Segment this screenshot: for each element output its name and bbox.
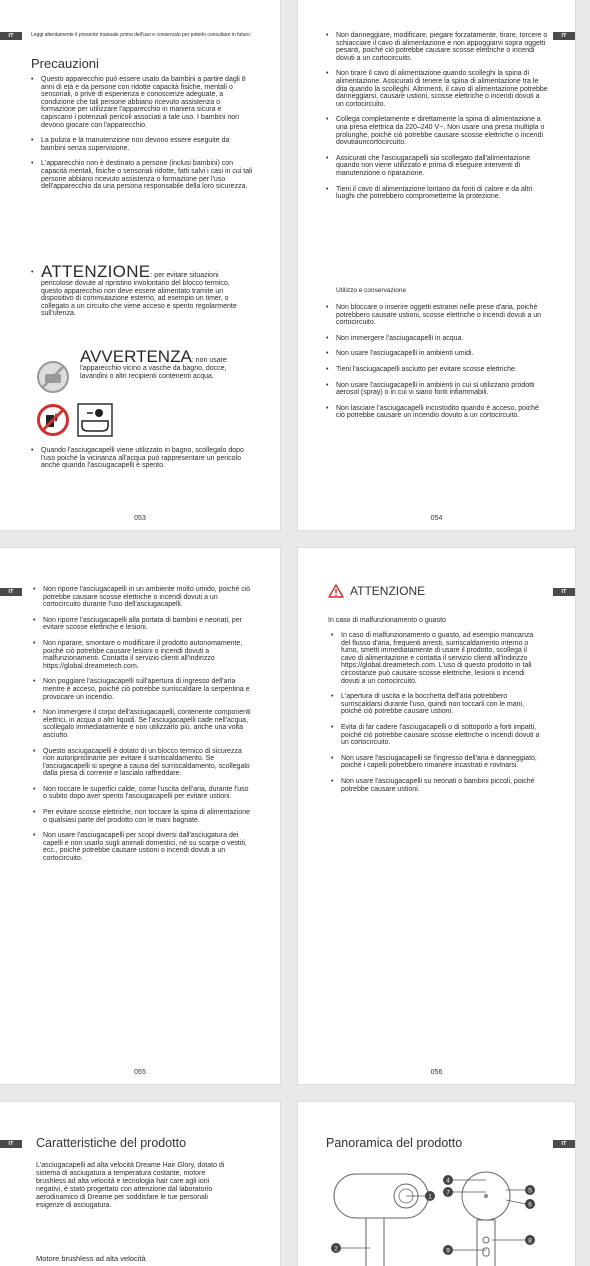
language-tag: IT — [553, 588, 575, 596]
list-item: • Non immergere l'asciugacapelli in acqua. — [326, 335, 548, 343]
subheading: In caso di malfunzionamento o guasto — [328, 617, 446, 624]
no-water-icon — [36, 403, 70, 437]
list-item: • Non usare l'asciugacapelli se l'ingresso dell'aria è danneggiato, poiché i capelli potrebbero rimanere incastrati e rovinarsi. — [331, 755, 541, 770]
list-item: • L'apertura di uscita e la bocchetta dell'aria potrebbero surriscaldarsi durante l'uso, quindi non toccarli con le mani, poiché ciò potrebbe causare ustioni. — [331, 693, 541, 716]
language-tag: IT — [553, 1140, 575, 1148]
manual-page-057 — [0, 1102, 280, 1266]
page-number: 056 — [430, 1069, 443, 1076]
list-item: • L'apparecchio non è destinato a persone (inclusi bambini) con capacità mentali, fisiche o sensoriali ridotte, fatti salvi i casi in cui tali persone abbiano ricevuto assistenza o formazione per l'uso dell'apparecchio da una persona responsabile della loro sicurezza. — [31, 160, 253, 190]
callout-number: 7 — [446, 1189, 450, 1197]
callout-marker — [525, 1199, 535, 1209]
list-item: • Non bloccare o inserire oggetti estranei nelle prese d'aria, poiché potrebbero causare ustioni, scosse elettriche o incendi dovuti a un cortocircuito. — [326, 304, 548, 327]
product-diagram — [326, 1164, 566, 1266]
usage-storage-list — [326, 304, 548, 428]
list-item: • Non danneggiare, modificare, piegare forzatamente, tirare, torcere o schiacciare il cavo di alimentazione e non appoggiarvi sopra oggetti pesanti, poiché ciò potrebbe causare scosse elettriche o incendi dovuti a un cortocircuito. — [326, 32, 548, 62]
list-item: • Non usare l'asciugacapelli in ambienti umidi. — [326, 350, 548, 358]
callout-marker — [425, 1191, 435, 1201]
section-title: Precauzioni — [31, 56, 99, 71]
list-item: • Non immergere il corpo dell'asciugacapelli, contenente componenti elettrici, in acqua o altri liquidi. Se l'asciugacapelli cade nell'acqua, scollegalo immediatamente e non utilizzarlo più, anche una volta asciutto. — [33, 709, 251, 739]
section-title: Caratteristiche del prodotto — [36, 1136, 187, 1150]
list-item: • Non toccare le superfici calde, come l'uscita dell'aria, durante l'uso o subito dopo aver spento l'asciugacapelli per evitare ustioni. — [33, 786, 251, 801]
callout-marker — [525, 1235, 535, 1245]
list-item: • La pulizia e la manutenzione non devono essere eseguite da bambini senza supervisione. — [31, 137, 253, 152]
no-bath-icon — [36, 360, 70, 394]
attention-title-row — [328, 584, 425, 598]
callout-marker — [443, 1187, 453, 1197]
callout-marker — [331, 1243, 341, 1253]
malfunction-list — [331, 632, 541, 801]
bathroom-list — [31, 447, 251, 478]
list-item: • Collega completamente e direttamente la spina di alimentazione a una presa elettrica da 220–240 V~. Non usare una presa multipla o prolunghe, poiché ciò potrebbe causare scosse elettriche o incendi dovutiauncortocircuito. — [326, 116, 548, 146]
list-item: • Tieni il cavo di alimentazione lontano da fonti di calore e da altri luoghi che potrebbero comprometterne la protezione. — [326, 186, 548, 201]
page-number: 054 — [430, 515, 443, 522]
list-item: • Non riporre l'asciugacapelli in un ambiente molto umido, poiché ciò potrebbe causare scosse elettriche o incendi dovuti a un cortocircuito durante l'uso dell'asciugacapelli. — [33, 586, 251, 609]
list-item: • Non usare l'asciugacapelli su neonati o bambini piccoli, poiché potrebbe causare ustioni. — [331, 778, 541, 793]
list-item: • Non usare l'asciugacapelli per scopi diversi dall'asciugatura dei capelli e non usarlo sugli animali domestici, né su scarpe o vestiti, ecc., poiché potrebbe causare ustioni o incendi dovuti a un cortocircuito. — [33, 832, 251, 862]
language-tag: IT — [0, 32, 22, 40]
list-item: • Non riparare, smontare o modificare il prodotto autonomamente, poiché ciò potrebbe causare lesioni o incendi dovuti a malfunzionamenti. Contatta il servizio clienti all'indirizzo https://global.dreametech.com. — [33, 640, 251, 670]
callout-number: 2 — [334, 1245, 338, 1253]
list-item: • Assicurati che l'asciugacapelli sia scollegato dall'alimentazione quando non viene utilizzato e prima di eseguire interventi di manutenzione o riparazione. — [326, 155, 548, 178]
warning-text: : non usare l'apparecchio vicino a vasche da bagno, docce, lavandini o altri recipienti contenenti acqua. — [80, 357, 227, 380]
list-item: • Non tirare il cavo di alimentazione quando scolleghi la spina di alimentazione. Assicurati di tenere la spina di alimentazione tra le dita quando la scolleghi. Altrimenti, il cavo di alimentazione potrebbe danneggiarsi, causare ustioni, scosse elettriche o incendi dovuti a un cortocircuito. — [326, 70, 548, 108]
bathtub-warning-icon — [77, 403, 113, 437]
list-item: • Non usare l'asciugacapelli in ambienti in cui si utilizzano prodotti aerosol (spray) o in cui vi siano fonti infiammabili. — [326, 382, 548, 397]
callout-number: 4 — [446, 1177, 450, 1185]
attention-heading: ATTENZIONE — [41, 262, 151, 281]
attention-block: • ATTENZIONE: per evitare situazioni pericolose dovute al ripristino involontario del blocco termico, questo apparecchio non deve essere alimentato tramite un dispositivo di commutazione esterno, ad esempio un timer, o collegato a un circuito che viene acceso e spento regolarmente sull'utenza. — [31, 262, 237, 318]
manual-page-055 — [0, 548, 280, 1084]
callout-number: 5 — [528, 1187, 532, 1195]
language-tag: IT — [553, 32, 575, 40]
warning-heading: AVVERTENZA — [80, 347, 192, 366]
cable-safety-list — [326, 32, 548, 209]
list-item: • Questo apparecchio può essere usato da bambini a partire dagli 8 anni di età e da persone con ridotte capacità fisiche, mentali o sensoriali, o prive di esperienza e conoscenze adeguate, a condizione che tali persone abbiano ricevuto assistenza o formazione per utilizzare l'apparecchio in maniera sicura e capiscano i potenziali pericoli associati a tale uso. I bambini non devono giocare con l'apparecchio. — [31, 76, 253, 129]
callout-number: 1 — [428, 1193, 432, 1201]
warning-block — [33, 348, 253, 440]
features-body: L'asciugacapelli ad alta velocità Dreame Hair Glory, dotato di sistema di asciugatura a temperatura costante, motore brushless ad alta velocità e tecnologia hair care agli ioni negativi, è stato progettato con attenzione dal laboratorio aerodinamico di Dreame per soddisfare le tue personali esigenze di asciugatura. — [36, 1162, 225, 1209]
list-item: • Non poggiare l'asciugacapelli sull'apertura di ingresso dell'aria mentre è acceso, poiché ciò potrebbe surriscaldare la serpentina e provocare un incendio. — [33, 678, 251, 701]
callout-marker — [443, 1175, 453, 1185]
page-number: 055 — [134, 1069, 146, 1076]
language-tag: IT — [0, 1140, 22, 1148]
callout-marker — [443, 1245, 453, 1255]
intro-note: Leggi attentamente il presente manuale prima dell'uso e conservalo per poterlo consultare in futuro. — [31, 32, 252, 38]
list-item: • Questo asciugacapelli è dotato di un blocco termico di sicurezza non autoripristinante per evitare il surriscaldamento. Se l'asciugacapelli si spegne a causa del surriscaldamento, scollegalo dalla presa di corrente e lascialo raffreddare. — [33, 748, 251, 778]
subheading: Motore brushless ad alta velocità — [36, 1254, 146, 1263]
manual-page-058 — [298, 1102, 575, 1266]
dryer-side-view — [334, 1174, 428, 1266]
storage-list — [33, 586, 251, 871]
list-item: • In caso di malfunzionamento o guasto, ad esempio mancanza del flusso d'aria, frequenti arresti, surriscaldamento interno o fumo, smetti immediatamente di usare il prodotto, scollega il cavo di alimentazione e contatta il servizio clienti all'indirizzo https://global.dreametech.com. L'uso di questo prodotto in tali circostanze può causare scosse elettriche, lesioni o incendi dovuti a un cortocircuito. — [331, 632, 541, 685]
callout-number: 8 — [528, 1237, 532, 1245]
language-tag: IT — [0, 588, 22, 596]
callout-number: 9 — [446, 1247, 450, 1255]
attention-text: : per evitare situazioni pericolose dovute al ripristino involontario del blocco termico, questo apparecchio non deve essere alimentato tramite un dispositivo di commutazione esterno, ad esempio un timer, o collegato a un circuito che viene acceso e spento regolarmente sull'utenza. — [41, 272, 237, 318]
section-title: ATTENZIONE — [350, 584, 426, 598]
list-item: • Quando l'asciugacapelli viene utilizzato in bagno, scollegalo dopo l'uso poiché la vicinanza all'acqua può rappresentare un pericolo anche quando l'asciugacapelli è spento. — [31, 447, 251, 470]
dryer-front-view — [462, 1172, 510, 1266]
list-item: • Tieni l'asciugacapelli asciutto per evitare scosse elettriche. — [326, 366, 548, 374]
page-number: 053 — [134, 515, 146, 522]
section-title: Panoramica del prodotto — [326, 1136, 463, 1150]
subheading: Utilizzo e conservazione — [336, 287, 407, 294]
list-item: • Per evitare scosse elettriche, non toccare la spina di alimentazione o qualsiasi parte del prodotto con le mani bagnate. — [33, 809, 251, 824]
warning-triangle-icon — [328, 584, 344, 598]
callout-marker — [525, 1185, 535, 1195]
list-item: • Non riporre l'asciugacapelli alla portata di bambini e neonati, per evitare scosse elettriche e lesioni. — [33, 617, 251, 632]
manual-page-053 — [0, 0, 280, 530]
manual-page-054 — [298, 0, 575, 530]
precautions-list — [31, 76, 253, 199]
list-item: • Non lasciare l'asciugacapelli incustodito quando è acceso, poiché ciò potrebbe causare un incendio dovuto a un cortocircuito. — [326, 405, 548, 420]
callout-number: 6 — [528, 1201, 532, 1209]
manual-page-056 — [298, 548, 575, 1084]
list-item: • Evita di far cadere l'asciugacapelli o di sottoporlo a forti impatti, poiché ciò potrebbe causare scosse elettriche o incendi dovuti a un cortocircuito. — [331, 724, 541, 747]
